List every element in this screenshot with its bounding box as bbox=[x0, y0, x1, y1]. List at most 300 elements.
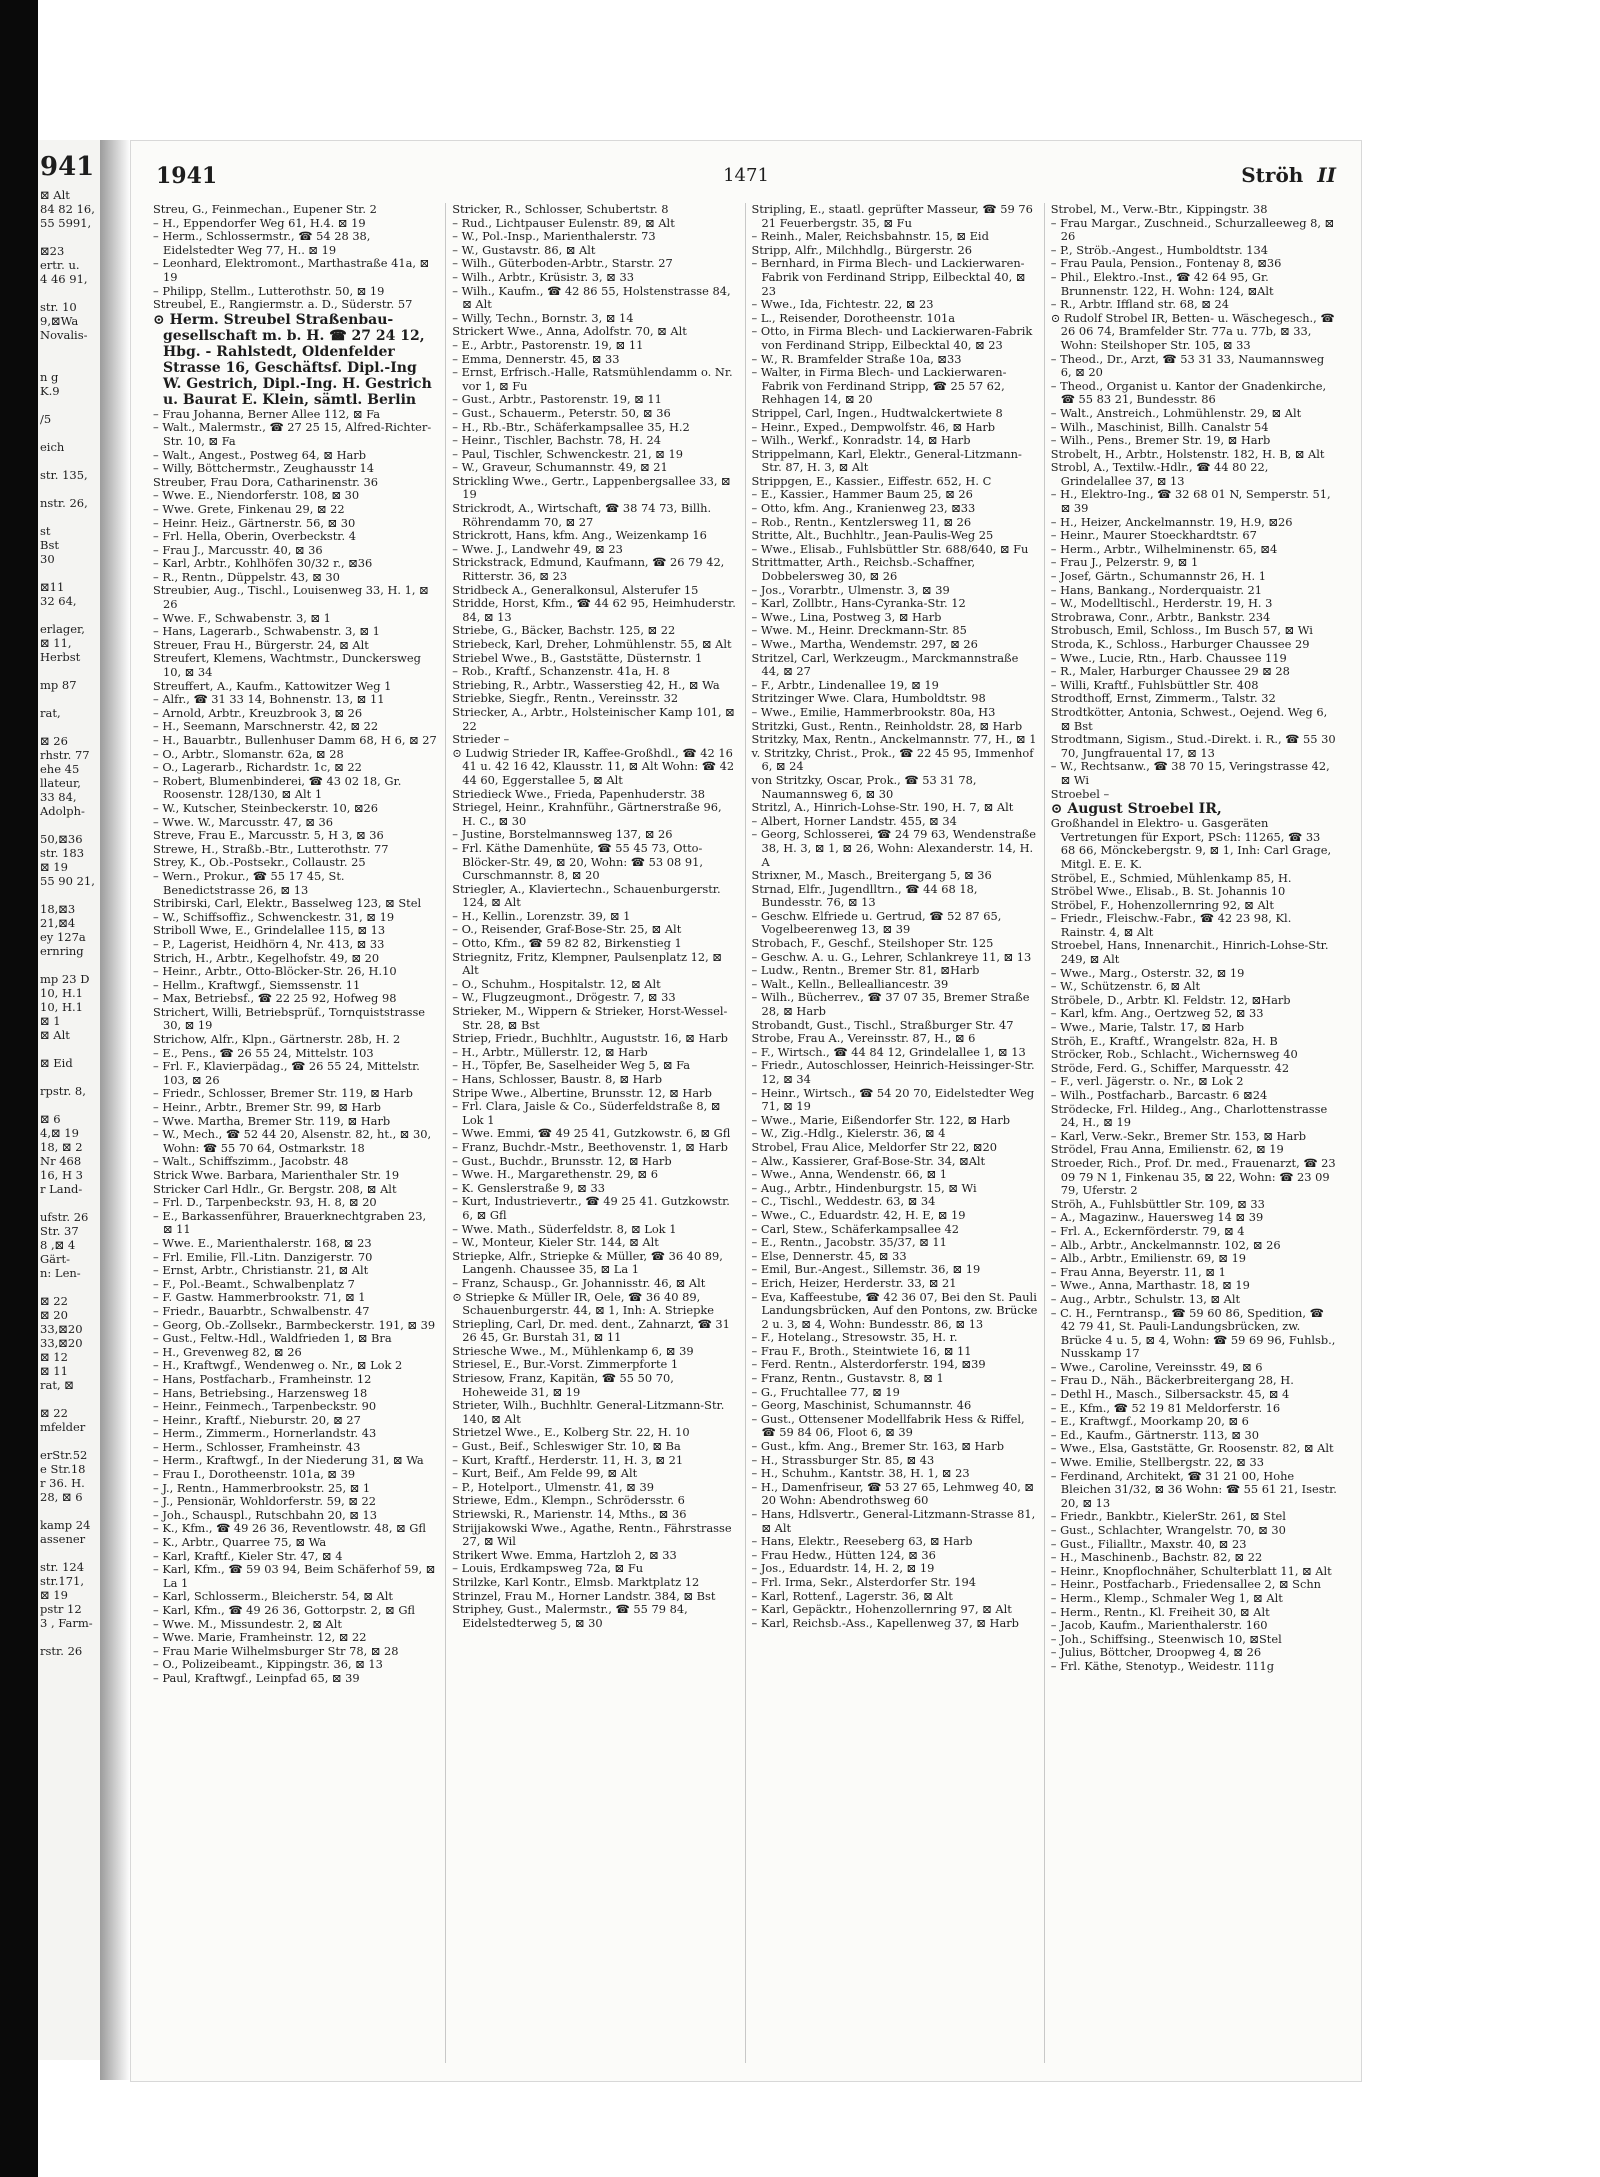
directory-entry: – H., Arbtr., Müllerstr. 12, ⊠ Harb bbox=[452, 1044, 648, 1059]
previous-page-year: 941 bbox=[40, 152, 95, 182]
directory-entry: – H., Kellin., Lorenzstr. 39, ⊠ 1 bbox=[452, 908, 631, 923]
directory-entry: – Wwe., Martha, Wendemstr. 297, ⊠ 26 bbox=[751, 637, 978, 651]
directory-entry: – Walt., Malermstr., ☎ 27 25 15, Alfred-Richter-Str. 10, ⊠ Fa bbox=[153, 420, 432, 448]
directory-entry: – Otto, Kfm., ☎ 59 82 82, Birkenstieg 1 bbox=[452, 936, 682, 951]
previous-page-line: eich bbox=[40, 440, 65, 454]
directory-entry: – Reinh., Maler, Reichsbahnstr. 15, ⊠ Eid bbox=[751, 229, 989, 244]
page-header bbox=[156, 163, 1336, 197]
directory-entry: – Friedr., Bankbtr., KielerStr. 261, ⊠ Stel bbox=[1050, 1509, 1286, 1524]
directory-entry: – Heinr., Feinmech., Tarpenbeckstr. 90 bbox=[153, 1399, 377, 1414]
previous-page-line: ⊠ 6 bbox=[40, 1112, 61, 1126]
directory-entry: – Else, Dennerstr. 45, ⊠ 33 bbox=[751, 1248, 907, 1263]
directory-entry: – Hans, Elektr., Reeseberg 63, ⊠ Harb bbox=[751, 1534, 973, 1549]
previous-page-line: 4 46 91, bbox=[40, 272, 88, 286]
directory-entry: – Gust., Buchdr., Brunsstr. 12, ⊠ Harb bbox=[452, 1153, 672, 1168]
directory-entry: – Frau Paula, Pension., Fontenay 8, ⊠36 bbox=[1050, 256, 1282, 271]
directory-entry: – Wilh., Postfacharb., Barcastr. 6 ⊠24 bbox=[1050, 1088, 1268, 1102]
previous-page-line: e Str.18 bbox=[40, 1462, 86, 1476]
directory-entry: Strobusch, Emil, Schloss., Im Busch 57, ⊠ Wi bbox=[1050, 623, 1313, 638]
directory-entry: – C., Tischl., Weddestr. 63, ⊠ 34 bbox=[751, 1194, 936, 1209]
directory-entry: Strobach, F., Geschf., Steilshoper Str. 125 bbox=[751, 936, 994, 951]
directory-entry: – P., Lagerist, Heidhörn 4, Nr. 413, ⊠ 33 bbox=[153, 936, 385, 951]
directory-entry: – Wwe., Anna, Marthastr. 18, ⊠ 19 bbox=[1050, 1278, 1250, 1293]
directory-entry: – Heinr., Exped., Dempwolfstr. 46, ⊠ Harb bbox=[751, 419, 996, 434]
directory-entry: – H., Kraftwgf., Wendenweg o. Nr., ⊠ Lok 2 bbox=[153, 1358, 403, 1373]
directory-entry: – K. Genslerstraße 9, ⊠ 33 bbox=[452, 1180, 605, 1195]
directory-entry: – F. Gastw. Hammerbrookstr. 71, ⊠ 1 bbox=[153, 1290, 366, 1305]
directory-entry: – Paul, Tischler, Schwenckestr. 21, ⊠ 19 bbox=[452, 446, 683, 461]
directory-entry: – A., Magazinw., Hauersweg 14 ⊠ 39 bbox=[1050, 1210, 1264, 1225]
directory-entry: – E., Kfm., ☎ 52 19 81 Meldorferstr. 16 bbox=[1050, 1400, 1281, 1415]
directory-entry: Streuer, Frau H., Bürgerstr. 24, ⊠ Alt bbox=[153, 637, 369, 652]
directory-entry: – Julius, Böttcher, Droopweg 4, ⊠ 26 bbox=[1050, 1645, 1262, 1660]
column-2 bbox=[445, 203, 744, 2063]
directory-entry: – Georg, Maschinist, Schumannstr. 46 bbox=[751, 1398, 972, 1413]
directory-entry: – Heinr., Postfacharb., Friedensallee 2, ⊠ Schn bbox=[1050, 1577, 1322, 1592]
directory-entry: Strietzel Wwe., E., Kolberg Str. 22, H. 10 bbox=[452, 1425, 690, 1440]
directory-entry: ⊙ Ludwig Strieder IR, Kaffee-Großhdl., ☎ 42 16 41 u. 42 16 42, Klausstr. 11, ⊠ Alt Wohn: ☎ 42 44 60, Eggerstallee 5, ⊠ Alt bbox=[452, 745, 735, 787]
directory-entry: – Franz, Rentn., Gustavstr. 8, ⊠ 1 bbox=[751, 1371, 944, 1386]
directory-entry: – Wwe., Ida, Fichtestr. 22, ⊠ 23 bbox=[751, 297, 934, 312]
previous-page-line: erlager, bbox=[40, 622, 85, 636]
previous-page-line: Adolph- bbox=[40, 804, 85, 818]
directory-entry: Strobel, Frau Alice, Meldorfer Str 22, ⊠20 bbox=[751, 1139, 997, 1154]
directory-entry: – W., Kutscher, Steinbeckerstr. 10, ⊠26 bbox=[153, 800, 379, 815]
directory-entry: – E., Kassier., Hammer Baum 25, ⊠ 26 bbox=[751, 487, 973, 502]
directory-entry: v. Stritzky, Christ., Prok., ☎ 22 45 95, Immenhof 6, ⊠ 24 bbox=[751, 745, 1034, 774]
directory-entry: – Wwe. H., Margarethenstr. 29, ⊠ 6 bbox=[452, 1167, 658, 1182]
directory-entry: – Wwe. Emmi, ☎ 49 25 41, Gutzkowstr. 6, ⊠ Gfl bbox=[452, 1126, 731, 1141]
directory-entry: Striegler, A., Klaviertechn., Schauenburgerstr. 124, ⊠ Alt bbox=[452, 881, 721, 910]
directory-entry: – Aug., Arbtr., Schulstr. 13, ⊠ Alt bbox=[1050, 1291, 1241, 1306]
previous-page-line: ⊠ 11 bbox=[40, 1364, 68, 1378]
directory-entry: – Justine, Borstelmannsweg 137, ⊠ 26 bbox=[452, 827, 673, 842]
column-1 bbox=[153, 203, 445, 2063]
directory-entry: ⊙ Rudolf Strobel IR, Betten- u. Wäschegesch., ☎ 26 06 74, Bramfelder Str. 77a u. 77b, ⊠ 33, Wohn: Steilshoper Str. 105, ⊠ 33 bbox=[1050, 310, 1335, 352]
directory-entry: – Frl. Käthe Damenhüte, ☎ 55 45 73, Otto-Blöcker-Str. 49, ⊠ 20, Wohn: ☎ 53 08 91, Curschmannstr. 8, ⊠ 20 bbox=[452, 840, 703, 883]
previous-page-line: st bbox=[40, 524, 51, 538]
directory-entry: – Wwe., Caroline, Vereinsstr. 49, ⊠ 6 bbox=[1050, 1359, 1263, 1374]
directory-entry: Strickert Wwe., Anna, Adolfstr. 70, ⊠ Alt bbox=[452, 324, 687, 339]
directory-entry: – Phil., Elektro.-Inst., ☎ 42 64 95, Gr. Brunnenstr. 122, H. Wohn: 124, ⊠Alt bbox=[1050, 269, 1274, 298]
directory-entry: – Max, Betriebsf., ☎ 22 25 92, Hofweg 98 bbox=[153, 991, 397, 1006]
directory-entry: Stritzl, A., Hinrich-Lohse-Str. 190, H. 7, ⊠ Alt bbox=[751, 800, 1014, 815]
directory-entry: Strobrawa, Conr., Arbtr., Bankstr. 234 bbox=[1050, 609, 1271, 624]
directory-entry: Ströh, E., Kraftf., Wrangelstr. 82a, H. B bbox=[1050, 1033, 1278, 1048]
directory-entry: – Karl, Arbtr., Kohlhöfen 30/32 r., ⊠36 bbox=[153, 556, 373, 571]
directory-entry: Ströbele, D., Arbtr. Kl. Feldstr. 12, ⊠Harb bbox=[1050, 992, 1291, 1007]
directory-entry: – Otto, in Firma Blech- und Lackierwaren-Fabrik von Ferdinand Stripp, Eilbecktal 40, ⊠ 23 bbox=[751, 324, 1033, 352]
previous-page-line: Novalis- bbox=[40, 328, 88, 342]
directory-entry: – Frl. Käthe, Stenotyp., Weidestr. 111g bbox=[1050, 1658, 1275, 1673]
previous-page-line: K.9 bbox=[40, 384, 60, 398]
directory-entry: – H., Heizer, Anckelmannstr. 19, H.9, ⊠26 bbox=[1050, 514, 1293, 529]
directory-entry: Striedieck Wwe., Frieda, Papenhuderstr. 38 bbox=[452, 786, 705, 801]
directory-entry: – Gust., Filialltr., Maxstr. 40, ⊠ 23 bbox=[1050, 1536, 1247, 1551]
directory-entry: – Frau F., Broth., Steintwiete 16, ⊠ 11 bbox=[751, 1343, 972, 1358]
previous-page-line bbox=[38, 692, 100, 706]
directory-entry: – Frl. Clara, Jaisle & Co., Süderfeldstraße 8, ⊠ Lok 1 bbox=[452, 1099, 721, 1127]
directory-entry: – F., verl. Jägerstr. o. Nr., ⊠ Lok 2 bbox=[1050, 1074, 1244, 1089]
directory-entry: – Frau I., Dorotheenstr. 101a, ⊠ 39 bbox=[153, 1467, 356, 1482]
directory-entry: – Arnold, Arbtr., Kreuzbrook 3, ⊠ 26 bbox=[153, 705, 363, 720]
directory-entry: – Gust., Feltw.-Hdl., Waldfrieden 1, ⊠ Bra bbox=[153, 1331, 392, 1346]
directory-entry: – Alb., Arbtr., Anckelmannstr. 102, ⊠ 26 bbox=[1050, 1237, 1281, 1252]
previous-page-line: 33 84, bbox=[40, 790, 77, 804]
directory-entry: – Gust., Schauerm., Peterstr. 50, ⊠ 36 bbox=[452, 405, 671, 420]
directory-entry: – Karl, Verw.-Sekr., Bremer Str. 153, ⊠ Harb bbox=[1050, 1128, 1307, 1143]
directory-entry: Streuffert, A., Kaufm., Kattowitzer Weg 1 bbox=[153, 678, 392, 693]
directory-entry: Strieker, M., Wippern & Strieker, Horst-Wessel-Str. 28, ⊠ Bst bbox=[452, 1004, 728, 1032]
directory-entry: – Karl, kfm. Ang., Oertzweg 52, ⊠ 33 bbox=[1050, 1006, 1264, 1021]
directory-entry: – Jos., Eduardstr. 14, H. 2, ⊠ 19 bbox=[751, 1561, 935, 1576]
directory-entry: – Frau J., Marcusstr. 40, ⊠ 36 bbox=[153, 542, 323, 557]
directory-entry: – H., Elektro-Ing., ☎ 32 68 01 N, Semperstr. 51, ⊠ 39 bbox=[1050, 487, 1331, 516]
directory-entry: – Frau Hedw., Hütten 124, ⊠ 36 bbox=[751, 1547, 936, 1562]
previous-page-line bbox=[38, 1434, 100, 1448]
directory-entry: – Walt., Angest., Postweg 64, ⊠ Harb bbox=[153, 447, 367, 462]
directory-entry: – P., Ströb.-Angest., Humboldtstr. 134 bbox=[1050, 242, 1268, 257]
directory-entry: – H., Schuhm., Kantstr. 38, H. 1, ⊠ 23 bbox=[751, 1466, 970, 1481]
page-number: 1471 bbox=[723, 165, 769, 186]
previous-page-line bbox=[38, 426, 100, 440]
previous-page-line: mfelder bbox=[40, 1420, 86, 1434]
directory-entry: Strinzel, Frau M., Horner Landstr. 384, ⊠ Bst bbox=[452, 1588, 716, 1603]
previous-page-line bbox=[38, 818, 100, 832]
directory-entry: – R., Rentn., Düppelstr. 43, ⊠ 30 bbox=[153, 569, 340, 584]
directory-entry: – Gust., Schlachter, Wrangelstr. 70, ⊠ 30 bbox=[1050, 1523, 1286, 1537]
previous-page-line: n g bbox=[40, 370, 59, 384]
previous-page-line: 4,⊠ 19 bbox=[40, 1126, 79, 1140]
directory-entry: – Ferdinand, Architekt, ☎ 31 21 00, Hohe Bleichen 31/32, ⊠ 36 Wohn: ☎ 55 61 21, Isestr. 20, ⊠ 13 bbox=[1050, 1468, 1337, 1510]
previous-page-line bbox=[38, 342, 100, 356]
directory-entry: – Willy, Böttchermstr., Zeughausstr 14 bbox=[153, 461, 375, 476]
directory-entry: Strey, K., Ob.-Postsekr., Collaustr. 25 bbox=[153, 855, 366, 870]
previous-page-line: rhstr. 77 bbox=[40, 748, 90, 762]
directory-entry: – Walt., Kelln., Bellealliancestr. 39 bbox=[751, 976, 949, 991]
directory-entry: – J., Rentn., Hammerbrookstr. 25, ⊠ 1 bbox=[153, 1480, 371, 1495]
directory-entry: Strodtkötter, Antonia, Schwest., Oejend. Weg 6, ⊠ Bst bbox=[1050, 704, 1328, 733]
directory-entry: Striepling, Carl, Dr. med. dent., Zahnarzt, ☎ 31 26 45, Gr. Burstah 31, ⊠ 11 bbox=[452, 1316, 730, 1345]
directory-entry: – Georg, Schlosserei, ☎ 24 79 63, Wendenstraße 38, H. 3, ⊠ 1, ⊠ 26, Wohn: Alexanderstr. 14, H. A bbox=[751, 827, 1037, 869]
directory-entry: – Ferd. Rentn., Alsterdorferstr. 194, ⊠39 bbox=[751, 1357, 986, 1372]
previous-page-line: Str. 37 bbox=[40, 1224, 79, 1238]
previous-page-line bbox=[38, 286, 100, 300]
directory-entry: – Frau Johanna, Berner Allee 112, ⊠ Fa bbox=[153, 406, 381, 421]
directory-entry: – Wwe. E., Niendorferstr. 108, ⊠ 30 bbox=[153, 488, 360, 503]
previous-page-line: 18,⊠3 bbox=[40, 902, 76, 916]
previous-page-line: ⊠ 19 bbox=[40, 1588, 68, 1602]
directory-entry: – Rob., Rentn., Kentzlersweg 11, ⊠ 26 bbox=[751, 514, 972, 529]
previous-page-line bbox=[38, 608, 100, 622]
directory-entry: – W., Modelltischl., Herderstr. 19, H. 3 bbox=[1050, 596, 1273, 611]
previous-page-line: Nr 468 bbox=[40, 1154, 82, 1168]
directory-entry: – Eva, Kaffeestube, ☎ 42 36 07, Bei den St. Pauli Landungsbrücken, Auf den Pontons, zw. Brücke 2 u. 3, ⊠ 4, Wohn: Bundesstr. 86, ⊠ 13 bbox=[751, 1289, 1038, 1331]
directory-entry: Strödel, Frau Anna, Emilienstr. 62, ⊠ 19 bbox=[1050, 1142, 1284, 1157]
directory-entry: – Robert, Blumenbinderei, ☎ 43 02 18, Gr. Roosenstr. 128/130, ⊠ Alt 1 bbox=[153, 773, 402, 802]
previous-page-line: 32 64, bbox=[40, 594, 77, 608]
directory-entry: – Walt., Anstreich., Lohmühlenstr. 29, ⊠ Alt bbox=[1050, 405, 1302, 420]
previous-page-line: ⊠23 bbox=[40, 244, 65, 258]
directory-entry: – Frl. F., Klavierpädag., ☎ 26 55 24, Mittelstr. 103, ⊠ 26 bbox=[153, 1059, 420, 1087]
previous-page-line bbox=[38, 664, 100, 678]
previous-page-line: ehe 45 bbox=[40, 762, 80, 776]
directory-entry: – Paul, Kraftwgf., Leinpfad 65, ⊠ 39 bbox=[153, 1670, 360, 1685]
directory-entry: – Josef, Gärtn., Schumannstr 26, H. 1 bbox=[1050, 569, 1267, 584]
previous-page-line: str. 135, bbox=[40, 468, 88, 482]
header-year: 1941 bbox=[156, 163, 218, 189]
directory-entry: – Leonhard, Elektromont., Marthastraße 41a, ⊠ 19 bbox=[153, 256, 430, 284]
directory-entry: Strödecke, Frl. Hildeg., Ang., Charlottenstrasse 24, H., ⊠ 19 bbox=[1050, 1101, 1328, 1130]
directory-entry: Strickrodt, A., Wirtschaft, ☎ 38 74 73, Billh. Röhrendamm 70, ⊠ 27 bbox=[452, 501, 712, 529]
directory-entry: – Wwe. J., Landwehr 49, ⊠ 23 bbox=[452, 541, 623, 556]
previous-page-line: 84 82 16, bbox=[40, 202, 95, 216]
directory-entry: – Theod., Dr., Arzt, ☎ 53 31 33, Naumannsweg 6, ⊠ 20 bbox=[1050, 351, 1325, 380]
directory-entry: – Wwe. Emilie, Stellbergstr. 22, ⊠ 33 bbox=[1050, 1455, 1264, 1470]
directory-entry: Ströcker, Rob., Schlacht., Wichernsweg 40 bbox=[1050, 1047, 1298, 1062]
directory-entry: – Wwe. Grete, Finkenau 29, ⊠ 22 bbox=[153, 501, 345, 516]
directory-entry: – H., Rb.-Btr., Schäferkampsallee 35, H.2 bbox=[452, 419, 690, 434]
directory-entry: – Friedr., Schlosser, Bremer Str. 119, ⊠ Harb bbox=[153, 1086, 413, 1101]
directory-entry: – Geschw. A. u. G., Lehrer, Schlankreye 11, ⊠ 13 bbox=[751, 949, 1032, 964]
previous-page-line bbox=[38, 1196, 100, 1210]
previous-page-line: ⊠ 19 bbox=[40, 860, 68, 874]
directory-entry: Strieter, Wilh., Buchhltr. General-Litzmann-Str. 140, ⊠ Alt bbox=[452, 1398, 725, 1426]
previous-page-line: ernring bbox=[40, 944, 84, 958]
directory-entry: Strodthoff, Ernst, Zimmerm., Talstr. 32 bbox=[1050, 691, 1276, 706]
directory-entry: – Wilh., Pens., Bremer Str. 19, ⊠ Harb bbox=[1050, 433, 1271, 448]
directory-entry: – Carl, Stew., Schäferkampsallee 42 bbox=[751, 1221, 960, 1236]
directory-entry: – O., Polizeibeamt., Kippingstr. 36, ⊠ 13 bbox=[153, 1657, 383, 1672]
directory-entry: – Alb., Arbtr., Emilienstr. 69, ⊠ 19 bbox=[1050, 1251, 1247, 1266]
directory-entry: – Karl, Rottenf., Lagerstr. 36, ⊠ Alt bbox=[751, 1588, 953, 1603]
directory-entry: – Wwe., Anna, Wendenstr. 66, ⊠ 1 bbox=[751, 1167, 948, 1182]
previous-page-line bbox=[38, 566, 100, 580]
directory-entry: Stricker, R., Schlosser, Schubertstr. 8 bbox=[452, 203, 669, 216]
directory-entry: Striewski, R., Marienstr. 14, Mths., ⊠ 36 bbox=[452, 1507, 687, 1521]
directory-entry: – W., Flugzeugmont., Drögestr. 7, ⊠ 33 bbox=[452, 990, 676, 1005]
directory-entry: – Rud., Lichtpauser Eulenstr. 89, ⊠ Alt bbox=[452, 215, 675, 230]
directory-entry: – Wwe., C., Eduardstr. 42, H. E, ⊠ 19 bbox=[751, 1207, 966, 1222]
directory-entry: – Friedr., Autoschlosser, Heinrich-Heissinger-Str. 12, ⊠ 34 bbox=[751, 1058, 1035, 1086]
directory-entry: – H., Eppendorfer Weg 61, H.4. ⊠ 19 bbox=[153, 215, 366, 230]
directory-entry: – E., Rentn., Jacobstr. 35/37, ⊠ 11 bbox=[751, 1235, 947, 1250]
directory-entry: – Alfr., ☎ 31 33 14, Bohnenstr. 13, ⊠ 11 bbox=[153, 692, 385, 707]
directory-entry: Stritzinger Wwe. Clara, Humboldtstr. 98 bbox=[751, 691, 986, 706]
directory-entry: – Kurt, Industrievertr., ☎ 49 25 41. Gutzkowstr. 6, ⊠ Gfl bbox=[452, 1194, 730, 1222]
previous-page-line: 50,⊠36 bbox=[40, 832, 83, 846]
previous-page-lines bbox=[38, 188, 100, 1658]
previous-page-line bbox=[38, 1042, 100, 1056]
directory-entry: Strobe, Frau A., Vereinsstr. 87, H., ⊠ 6 bbox=[751, 1031, 976, 1046]
directory-entry: – Bernhard, in Firma Blech- und Lackierwaren-Fabrik von Ferdinand Stripp, Eilbecktal 40, ⊠ 23 bbox=[751, 256, 1026, 298]
directory-entry: – G., Fruchtallee 77, ⊠ 19 bbox=[751, 1384, 900, 1399]
directory-entry: Stritzki, Gust., Rentn., Reinholdstr. 28, ⊠ Harb bbox=[751, 718, 1023, 733]
previous-page-line: rpstr. 8, bbox=[40, 1084, 86, 1098]
directory-entry: – Kurt, Beif., Am Felde 99, ⊠ Alt bbox=[452, 1466, 638, 1481]
directory-entry: Strichow, Alfr., Klpn., Gärtnerstr. 28b, H. 2 bbox=[153, 1032, 401, 1047]
directory-entry: – Karl, Reichsb.-Ass., Kapellenweg 37, ⊠ Harb bbox=[751, 1615, 1019, 1630]
directory-entry: – Hans, Hdlsvertr., General-Litzmann-Strasse 81, ⊠ Alt bbox=[751, 1507, 1036, 1535]
previous-page-line: str. 183 bbox=[40, 846, 85, 860]
directory-entry: – Herm., Klemp., Schmaler Weg 1, ⊠ Alt bbox=[1050, 1590, 1283, 1605]
directory-entry: – Wwe. M., Missundestr. 2, ⊠ Alt bbox=[153, 1616, 342, 1631]
directory-entry: – H., Grevenweg 82, ⊠ 26 bbox=[153, 1344, 302, 1359]
directory-entry: Strobelt, H., Arbtr., Holstenstr. 182, H. B, ⊠ Alt bbox=[1050, 446, 1325, 461]
directory-entry: Großhandel in Elektro- u. Gasgeräten Vertretungen für Export, PSch: 11265, ☎ 33 68 66, Mönckebergstr. 9, ⊠ 1, Inh: Carl Grage, Mitgl. E. E. K. bbox=[1050, 816, 1332, 871]
directory-entry: Stripling, E., staatl. geprüfter Masseur, ☎ 59 76 21 Feuerbergstr. 35, ⊠ Fu bbox=[751, 203, 1033, 230]
directory-entry: – E., Pens., ☎ 26 55 24, Mittelstr. 103 bbox=[153, 1045, 374, 1060]
directory-entry: Strobl, A., Textilw.-Hdlr., ☎ 44 80 22, Grindelallee 37, ⊠ 13 bbox=[1050, 460, 1269, 488]
directory-entry: – H., Töpfer, Be, Saselheider Weg 5, ⊠ Fa bbox=[452, 1058, 691, 1073]
directory-entry: Streuber, Frau Dora, Catharinenstr. 36 bbox=[153, 474, 378, 489]
directory-entry: Stroebel – bbox=[1050, 786, 1110, 801]
directory-entry: – Joh., Schiffsing., Steenwisch 10, ⊠Stel bbox=[1050, 1631, 1282, 1646]
previous-page-line: /5 bbox=[40, 412, 52, 426]
directory-entry: – H., Damenfriseur, ☎ 53 27 65, Lehmweg 40, ⊠ 20 Wohn: Abendrothsweg 60 bbox=[751, 1479, 1034, 1508]
directory-entry: Striesow, Franz, Kapitän, ☎ 55 50 70, Hoheweide 31, ⊠ 19 bbox=[452, 1371, 674, 1399]
directory-entry: – Wwe., Lina, Postweg 3, ⊠ Harb bbox=[751, 609, 942, 624]
directory-entry: – O., Schuhm., Hospitalstr. 12, ⊠ Alt bbox=[452, 976, 661, 991]
previous-page-line: str.171, bbox=[40, 1574, 85, 1588]
directory-entry: – Karl, Kraftf., Kieler Str. 47, ⊠ 4 bbox=[153, 1548, 343, 1563]
directory-entry: – E., Barkassenführer, Brauerknechtgraben 23, ⊠ 11 bbox=[153, 1208, 427, 1237]
column-4 bbox=[1044, 203, 1343, 2063]
previous-page-line: 10, H.1 bbox=[40, 1000, 83, 1014]
directory-entry: – W., Gustavstr. 86, ⊠ Alt bbox=[452, 242, 596, 257]
directory-page bbox=[130, 140, 1362, 2082]
directory-entry: – W., Zig.-Hdlg., Kielerstr. 36, ⊠ 4 bbox=[751, 1126, 946, 1141]
directory-entry: ⊙ Striepke & Müller IR, Oele, ☎ 36 40 89, Schauenburgerstr. 44, ⊠ 1, Inh: A. Striepke bbox=[452, 1289, 715, 1318]
previous-page-line: pstr 12 bbox=[40, 1602, 82, 1616]
directory-entry: – Franz, Buchdr.-Mstr., Beethovenstr. 1, ⊠ Harb bbox=[452, 1139, 728, 1154]
running-head bbox=[1241, 163, 1336, 187]
directory-entry: – Friedr., Bauarbtr., Schwalbenstr. 47 bbox=[153, 1303, 370, 1318]
directory-entry: Strilzke, Karl Kontr., Elmsb. Marktplatz 12 bbox=[452, 1574, 700, 1589]
previous-page-line: ⊠ 12 bbox=[40, 1350, 68, 1364]
previous-page-line bbox=[38, 398, 100, 412]
previous-page-line bbox=[38, 888, 100, 902]
directory-entry: – K., Kfm., ☎ 49 26 36, Reventlowstr. 48, ⊠ Gfl bbox=[153, 1521, 426, 1536]
directory-entry: – E., Kraftwgf., Moorkamp 20, ⊠ 6 bbox=[1050, 1414, 1249, 1429]
directory-entry: – Karl, Gepäcktr., Hohenzollernring 97, ⊠ Alt bbox=[751, 1602, 1012, 1617]
directory-entry: – L., Reisender, Dorotheenstr. 101a bbox=[751, 310, 956, 325]
directory-entry: Strobandt, Gust., Tischl., Straßburger Str. 47 bbox=[751, 1017, 1014, 1032]
previous-page-line: ertr. u. bbox=[40, 258, 80, 272]
directory-entry: Striep, Friedr., Buchhltr., Auguststr. 16, ⊠ Harb bbox=[452, 1031, 728, 1046]
directory-entry: – W., Rechtsanw., ☎ 38 70 15, Veringstrasse 42, ⊠ Wi bbox=[1050, 759, 1330, 787]
directory-entry: Strodtmann, Sigism., Stud.-Direkt. i. R., ☎ 55 30 70, Jungfrauental 17, ⊠ 13 bbox=[1050, 732, 1336, 760]
previous-page-line: mp 87 bbox=[40, 678, 77, 692]
directory-entry: – F., Wirtsch., ☎ 44 84 12, Grindelallee 1, ⊠ 13 bbox=[751, 1044, 1026, 1059]
previous-page-line: 30 bbox=[40, 552, 55, 566]
directory-entry: – Jacob, Kaufm., Marienthalerstr. 160 bbox=[1050, 1618, 1268, 1633]
previous-page-line: ⊠ 20 bbox=[40, 1308, 68, 1322]
directory-entry: Streve, Frau E., Marcusstr. 5, H 3, ⊠ 36 bbox=[153, 828, 384, 843]
directory-entry: – Frau Anna, Beyerstr. 11, ⊠ 1 bbox=[1050, 1264, 1226, 1279]
directory-entry: – Herm., Zimmerm., Hornerlandstr. 43 bbox=[153, 1426, 377, 1441]
directory-entry: – Louis, Erdkampsweg 72a, ⊠ Fu bbox=[452, 1561, 644, 1576]
directory-entry: – Alw., Kassierer, Graf-Bose-Str. 34, ⊠Alt bbox=[751, 1153, 986, 1168]
directory-entry: – W., Mech., ☎ 52 44 20, Alsenstr. 82, ht., ⊠ 30, Wohn: ☎ 55 70 64, Ostmarkstr. 18 bbox=[153, 1127, 432, 1155]
directory-entry: – Gust., Beif., Schleswiger Str. 10, ⊠ Ba bbox=[452, 1439, 681, 1454]
directory-entry: – E., Arbtr., Pastorenstr. 19, ⊠ 11 bbox=[452, 337, 644, 352]
previous-page-line: r Land- bbox=[40, 1182, 83, 1196]
directory-entry: – Wern., Prokur., ☎ 55 17 45, St. Benedictstrasse 26, ⊠ 13 bbox=[153, 868, 345, 897]
directory-entry: – H., Strassburger Str. 85, ⊠ 43 bbox=[751, 1452, 935, 1467]
previous-page-line: ey 127a bbox=[40, 930, 86, 944]
previous-page-line: ⊠ Eid bbox=[40, 1056, 73, 1070]
previous-page-line: ufstr. 26 bbox=[40, 1210, 89, 1224]
previous-page-line: mp 23 D bbox=[40, 972, 90, 986]
directory-entry: – Kurt, Kraftf., Herderstr. 11, H. 3, ⊠ 21 bbox=[452, 1452, 684, 1467]
directory-entry: Strippgen, E., Kassier., Eiffestr. 652, H. C bbox=[751, 473, 992, 488]
directory-entry: – Hans, Betriebsing., Harzensweg 18 bbox=[153, 1385, 368, 1400]
directory-entry: – Wwe., Emilie, Hammerbrookstr. 80a, H3 bbox=[751, 704, 996, 719]
directory-entry: Strixner, M., Masch., Breitergang 5, ⊠ 36 bbox=[751, 868, 992, 883]
directory-entry: – J., Pensionär, Wohldorferstr. 59, ⊠ 22 bbox=[153, 1494, 377, 1509]
previous-page-line: 10, H.1 bbox=[40, 986, 83, 1000]
previous-page-line bbox=[38, 482, 100, 496]
directory-entry: – Frl. Irma, Sekr., Alsterdorfer Str. 194 bbox=[751, 1574, 976, 1589]
directory-entry: – Frau Marie Wilhelmsburger Str 78, ⊠ 28 bbox=[153, 1643, 399, 1658]
directory-entry: Striboll Wwe, E., Grindelallee 115, ⊠ 13 bbox=[153, 923, 386, 938]
previous-page-line: Herbst bbox=[40, 650, 81, 664]
previous-page-line: rat, ⊠ bbox=[40, 1378, 74, 1392]
directory-entry: – Wwe., Elsa, Gaststätte, Gr. Roosenstr. 82, ⊠ Alt bbox=[1050, 1441, 1334, 1456]
directory-entry: Stritzky, Max, Rentn., Anckelmannstr. 77, H., ⊠ 1 bbox=[751, 732, 1037, 747]
directory-entry: – Karl, Zollbtr., Hans-Cyranka-Str. 12 bbox=[751, 596, 966, 611]
directory-entry: – O., Reisender, Graf-Bose-Str. 25, ⊠ Alt bbox=[452, 922, 682, 937]
directory-entry: – Heinr., Tischler, Bachstr. 78, H. 24 bbox=[452, 433, 662, 448]
directory-entry: – F., Arbtr., Lindenallee 19, ⊠ 19 bbox=[751, 677, 939, 692]
directory-entry: – Wwe., Marie, Talstr. 17, ⊠ Harb bbox=[1050, 1020, 1245, 1035]
directory-entry: – H., Seemann, Marschnerstr. 42, ⊠ 22 bbox=[153, 719, 379, 734]
previous-page-line: Bst bbox=[40, 538, 59, 552]
directory-entry: – Heinr., Knopflochnäher, Schulterblatt 11, ⊠ Alt bbox=[1050, 1563, 1332, 1578]
previous-page-line bbox=[38, 356, 100, 370]
directory-entry: – F., Hotelang., Stresowstr. 35, H. r. bbox=[751, 1330, 958, 1345]
directory-entry: Stridbeck A., Generalkonsul, Alsterufer 15 bbox=[452, 582, 699, 597]
directory-entry: Strickrott, Hans, kfm. Ang., Weizenkamp 16 bbox=[452, 528, 707, 543]
previous-page-line: 16, H 3 bbox=[40, 1168, 83, 1182]
previous-page-line: 3 , Farm- bbox=[40, 1616, 93, 1630]
directory-entry: Ströbel, F., Hohenzollernring 92, ⊠ Alt bbox=[1050, 897, 1274, 912]
directory-entry: von Stritzky, Oscar, Prok., ☎ 53 31 78, Naumannsweg 6, ⊠ 30 bbox=[751, 772, 977, 801]
directory-entry: – Ernst, Erfrisch.-Halle, Ratsmühlendamm o. Nr. vor 1, ⊠ Fu bbox=[452, 365, 733, 393]
previous-page-line bbox=[38, 1504, 100, 1518]
directory-entry: Stripe Wwe., Albertine, Brunsstr. 12, ⊠ Harb bbox=[452, 1085, 712, 1100]
directory-entry: – Hans, Schlosser, Baustr. 8, ⊠ Harb bbox=[452, 1072, 663, 1086]
directory-entry: Striebel Wwe., B., Gaststätte, Düsternstr. 1 bbox=[452, 650, 703, 665]
previous-page-line: ⊠ 1 bbox=[40, 1014, 61, 1028]
previous-page-line bbox=[38, 230, 100, 244]
directory-entry: – Geschw. Elfriede u. Gertrud, ☎ 52 87 65, Vogelbeerenweg 13, ⊠ 39 bbox=[751, 908, 1002, 937]
directory-entry: – Wilh., Kaufm., ☎ 42 86 55, Holstenstrasse 84, ⊠ Alt bbox=[452, 283, 731, 312]
directory-entry: – Karl, Schlosserm., Bleicherstr. 54, ⊠ Alt bbox=[153, 1589, 394, 1604]
directory-entry: – Philipp, Stellm., Lutterothstr. 50, ⊠ 19 bbox=[153, 283, 385, 298]
directory-entry: Striepke, Alfr., Striepke & Müller, ☎ 36 40 89, Langenh. Chaussee 35, ⊠ La 1 bbox=[452, 1248, 723, 1277]
directory-entry: Streubier, Aug., Tischl., Louisenweg 33, H. 1, ⊠ 26 bbox=[153, 583, 429, 612]
previous-page-line: nstr. 26, bbox=[40, 496, 88, 510]
directory-entry: – Wwe. Marie, Framheinstr. 12, ⊠ 22 bbox=[153, 1630, 367, 1645]
directory-entry: – Gust., Ottensener Modellfabrik Hess & Riffel, ☎ 59 84 06, Floot 6, ⊠ 39 bbox=[751, 1411, 1025, 1440]
directory-entry: Strobel, M., Verw.-Btr., Kippingstr. 38 bbox=[1050, 203, 1268, 216]
previous-page-line: ⊠ Alt bbox=[40, 1028, 70, 1042]
directory-entry: – Hans, Bankang., Norderquaistr. 21 bbox=[1050, 582, 1263, 597]
previous-page-line: 9,⊠Wa bbox=[40, 314, 79, 328]
directory-entry: Stripp, Alfr., Milchhdlg., Bürgerstr. 26 bbox=[751, 242, 973, 257]
